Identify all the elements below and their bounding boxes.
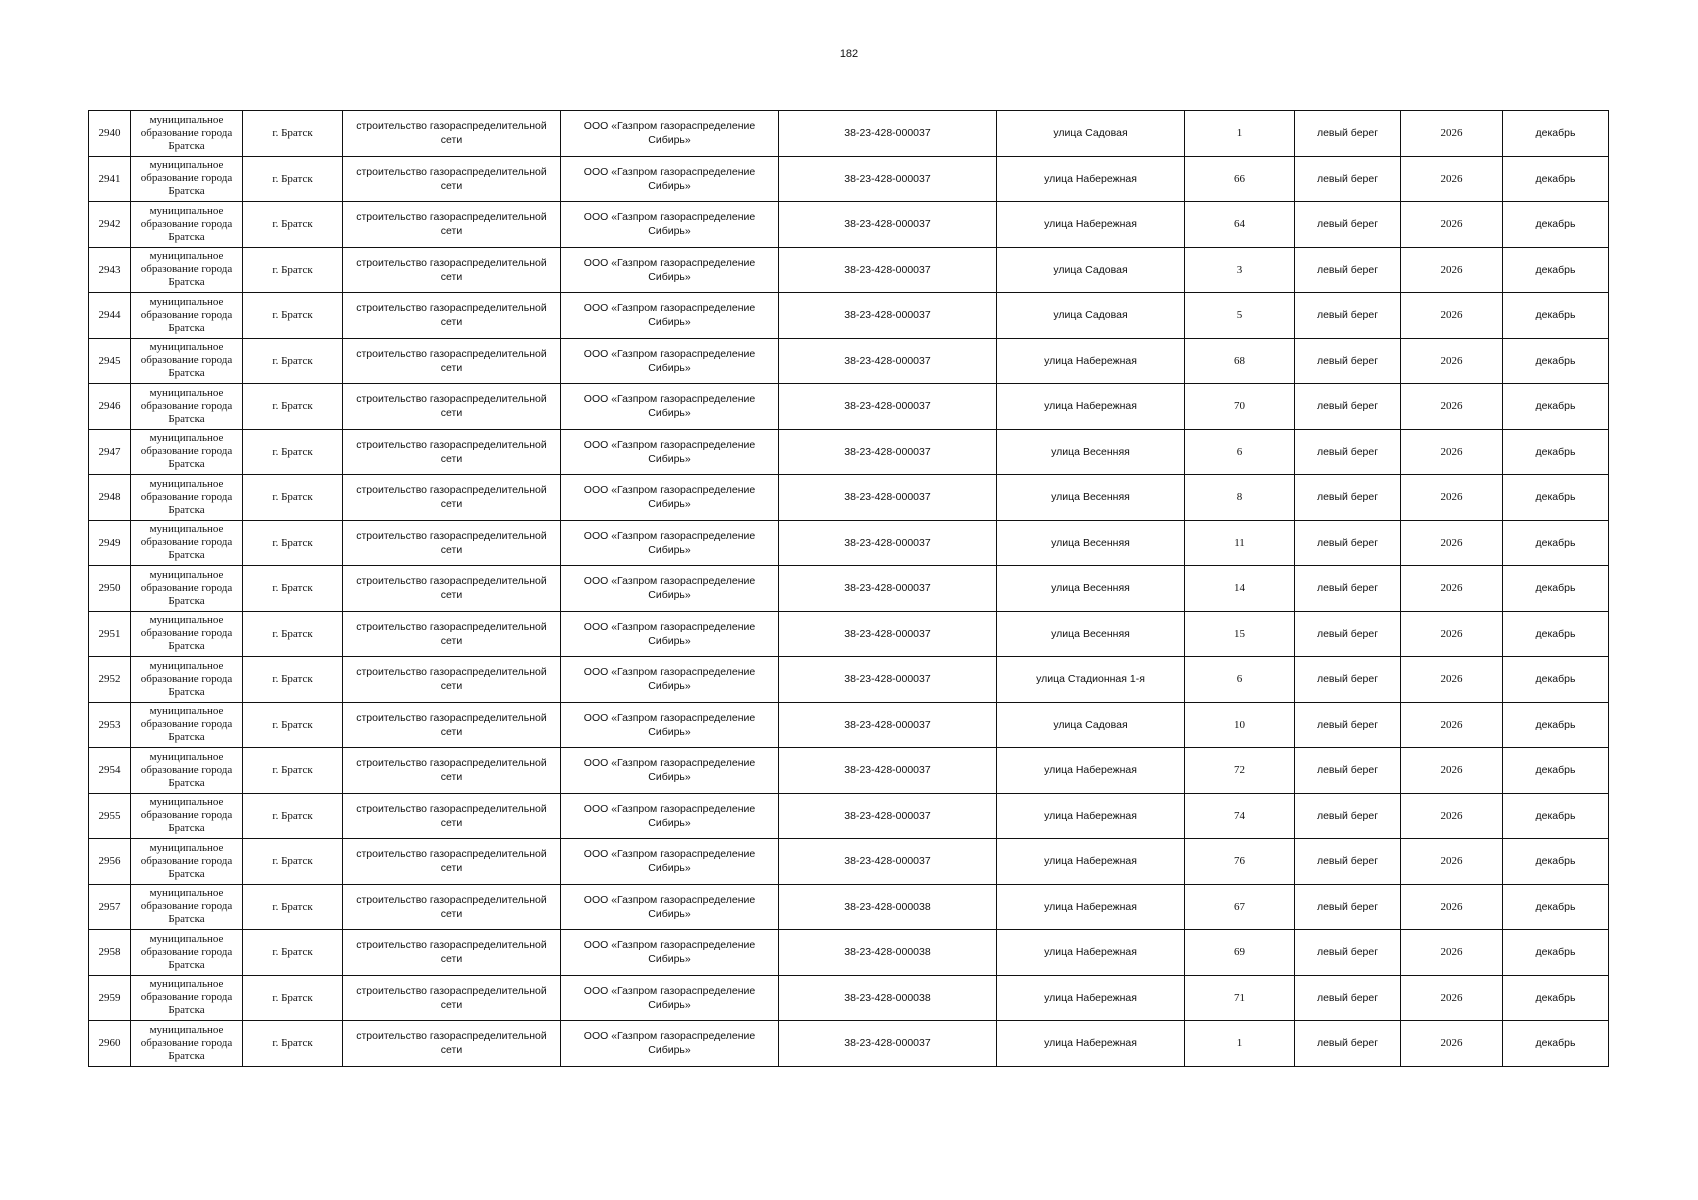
month-cell: декабрь — [1503, 202, 1609, 248]
street-cell: улица Садовая — [997, 247, 1185, 293]
year-cell: 2026 — [1401, 975, 1503, 1021]
city-cell: г. Братск — [243, 793, 343, 839]
year-cell: 2026 — [1401, 702, 1503, 748]
street-cell: улица Набережная — [997, 748, 1185, 794]
city-cell: г. Братск — [243, 338, 343, 384]
month-cell: декабрь — [1503, 793, 1609, 839]
row-number-cell: 2954 — [89, 748, 131, 794]
work-type-cell: строительство газораспределительной сети — [343, 975, 561, 1021]
month-cell: декабрь — [1503, 748, 1609, 794]
table-row — [89, 702, 1609, 748]
organization-cell: ООО «Газпром газораспределение Сибирь» — [561, 702, 779, 748]
work-type-cell: строительство газораспределительной сети — [343, 429, 561, 475]
river-bank-cell: левый берег — [1295, 429, 1401, 475]
table-row — [89, 839, 1609, 885]
month-cell: декабрь — [1503, 1021, 1609, 1067]
municipality-cell: муниципальное образование города Братска — [131, 293, 243, 339]
house-number-cell: 76 — [1185, 839, 1295, 885]
object-code-cell: 38-23-428-000038 — [779, 884, 997, 930]
table-row — [89, 611, 1609, 657]
street-cell: улица Весенняя — [997, 475, 1185, 521]
river-bank-cell: левый берег — [1295, 839, 1401, 885]
year-cell: 2026 — [1401, 839, 1503, 885]
year-cell: 2026 — [1401, 156, 1503, 202]
house-number-cell: 66 — [1185, 156, 1295, 202]
house-number-cell: 1 — [1185, 1021, 1295, 1067]
object-code-cell: 38-23-428-000038 — [779, 975, 997, 1021]
month-cell: декабрь — [1503, 338, 1609, 384]
organization-cell: ООО «Газпром газораспределение Сибирь» — [561, 247, 779, 293]
municipality-cell: муниципальное образование города Братска — [131, 884, 243, 930]
work-type-cell: строительство газораспределительной сети — [343, 384, 561, 430]
municipality-cell: муниципальное образование города Братска — [131, 748, 243, 794]
row-number-cell: 2958 — [89, 930, 131, 976]
river-bank-cell: левый берег — [1295, 202, 1401, 248]
river-bank-cell: левый берег — [1295, 384, 1401, 430]
year-cell: 2026 — [1401, 566, 1503, 612]
object-code-cell: 38-23-428-000037 — [779, 611, 997, 657]
house-number-cell: 11 — [1185, 520, 1295, 566]
city-cell: г. Братск — [243, 839, 343, 885]
month-cell: декабрь — [1503, 111, 1609, 157]
row-number-cell: 2940 — [89, 111, 131, 157]
house-number-cell: 71 — [1185, 975, 1295, 1021]
street-cell: улица Весенняя — [997, 429, 1185, 475]
table-row — [89, 975, 1609, 1021]
municipality-cell: муниципальное образование города Братска — [131, 839, 243, 885]
house-number-cell: 70 — [1185, 384, 1295, 430]
municipality-cell: муниципальное образование города Братска — [131, 611, 243, 657]
row-number-cell: 2943 — [89, 247, 131, 293]
year-cell: 2026 — [1401, 202, 1503, 248]
row-number-cell: 2950 — [89, 566, 131, 612]
work-type-cell: строительство газораспределительной сети — [343, 520, 561, 566]
table-row — [89, 338, 1609, 384]
work-type-cell: строительство газораспределительной сети — [343, 748, 561, 794]
object-code-cell: 38-23-428-000037 — [779, 793, 997, 839]
month-cell: декабрь — [1503, 975, 1609, 1021]
month-cell: декабрь — [1503, 611, 1609, 657]
street-cell: улица Садовая — [997, 702, 1185, 748]
year-cell: 2026 — [1401, 293, 1503, 339]
table-row — [89, 384, 1609, 430]
organization-cell: ООО «Газпром газораспределение Сибирь» — [561, 566, 779, 612]
month-cell: декабрь — [1503, 884, 1609, 930]
house-number-cell: 3 — [1185, 247, 1295, 293]
river-bank-cell: левый берег — [1295, 293, 1401, 339]
row-number-cell: 2947 — [89, 429, 131, 475]
municipality-cell: муниципальное образование города Братска — [131, 475, 243, 521]
street-cell: улица Набережная — [997, 793, 1185, 839]
house-number-cell: 6 — [1185, 429, 1295, 475]
river-bank-cell: левый берег — [1295, 247, 1401, 293]
year-cell: 2026 — [1401, 520, 1503, 566]
row-number-cell: 2952 — [89, 657, 131, 703]
object-code-cell: 38-23-428-000037 — [779, 566, 997, 612]
table-row — [89, 566, 1609, 612]
organization-cell: ООО «Газпром газораспределение Сибирь» — [561, 975, 779, 1021]
river-bank-cell: левый берег — [1295, 748, 1401, 794]
table-row — [89, 520, 1609, 566]
city-cell: г. Братск — [243, 293, 343, 339]
river-bank-cell: левый берег — [1295, 566, 1401, 612]
table-row — [89, 748, 1609, 794]
house-number-cell: 67 — [1185, 884, 1295, 930]
municipality-cell: муниципальное образование города Братска — [131, 793, 243, 839]
street-cell: улица Набережная — [997, 156, 1185, 202]
month-cell: декабрь — [1503, 930, 1609, 976]
city-cell: г. Братск — [243, 884, 343, 930]
street-cell: улица Садовая — [997, 111, 1185, 157]
year-cell: 2026 — [1401, 384, 1503, 430]
month-cell: декабрь — [1503, 566, 1609, 612]
row-number-cell: 2948 — [89, 475, 131, 521]
city-cell: г. Братск — [243, 520, 343, 566]
organization-cell: ООО «Газпром газораспределение Сибирь» — [561, 429, 779, 475]
house-number-cell: 5 — [1185, 293, 1295, 339]
house-number-cell: 10 — [1185, 702, 1295, 748]
table-row — [89, 884, 1609, 930]
municipality-cell: муниципальное образование города Братска — [131, 429, 243, 475]
row-number-cell: 2955 — [89, 793, 131, 839]
month-cell: декабрь — [1503, 702, 1609, 748]
street-cell: улица Садовая — [997, 293, 1185, 339]
street-cell: улица Набережная — [997, 839, 1185, 885]
river-bank-cell: левый берег — [1295, 475, 1401, 521]
city-cell: г. Братск — [243, 1021, 343, 1067]
month-cell: декабрь — [1503, 839, 1609, 885]
city-cell: г. Братск — [243, 748, 343, 794]
street-cell: улица Набережная — [997, 884, 1185, 930]
object-code-cell: 38-23-428-000037 — [779, 111, 997, 157]
organization-cell: ООО «Газпром газораспределение Сибирь» — [561, 475, 779, 521]
gas-network-registry-table — [88, 110, 1609, 1067]
work-type-cell: строительство газораспределительной сети — [343, 930, 561, 976]
city-cell: г. Братск — [243, 429, 343, 475]
municipality-cell: муниципальное образование города Братска — [131, 156, 243, 202]
organization-cell: ООО «Газпром газораспределение Сибирь» — [561, 384, 779, 430]
organization-cell: ООО «Газпром газораспределение Сибирь» — [561, 111, 779, 157]
street-cell: улица Набережная — [997, 338, 1185, 384]
work-type-cell: строительство газораспределительной сети — [343, 566, 561, 612]
house-number-cell: 14 — [1185, 566, 1295, 612]
row-number-cell: 2942 — [89, 202, 131, 248]
city-cell: г. Братск — [243, 975, 343, 1021]
row-number-cell: 2941 — [89, 156, 131, 202]
year-cell: 2026 — [1401, 884, 1503, 930]
month-cell: декабрь — [1503, 293, 1609, 339]
year-cell: 2026 — [1401, 611, 1503, 657]
row-number-cell: 2953 — [89, 702, 131, 748]
work-type-cell: строительство газораспределительной сети — [343, 293, 561, 339]
table-row — [89, 475, 1609, 521]
organization-cell: ООО «Газпром газораспределение Сибирь» — [561, 338, 779, 384]
row-number-cell: 2956 — [89, 839, 131, 885]
municipality-cell: муниципальное образование города Братска — [131, 702, 243, 748]
municipality-cell: муниципальное образование города Братска — [131, 247, 243, 293]
row-number-cell: 2960 — [89, 1021, 131, 1067]
river-bank-cell: левый берег — [1295, 1021, 1401, 1067]
river-bank-cell: левый берег — [1295, 611, 1401, 657]
city-cell: г. Братск — [243, 702, 343, 748]
object-code-cell: 38-23-428-000037 — [779, 156, 997, 202]
work-type-cell: строительство газораспределительной сети — [343, 839, 561, 885]
street-cell: улица Стадионная 1-я — [997, 657, 1185, 703]
municipality-cell: муниципальное образование города Братска — [131, 1021, 243, 1067]
house-number-cell: 72 — [1185, 748, 1295, 794]
house-number-cell: 74 — [1185, 793, 1295, 839]
object-code-cell: 38-23-428-000037 — [779, 475, 997, 521]
month-cell: декабрь — [1503, 429, 1609, 475]
object-code-cell: 38-23-428-000037 — [779, 338, 997, 384]
table-row — [89, 657, 1609, 703]
object-code-cell: 38-23-428-000037 — [779, 657, 997, 703]
work-type-cell: строительство газораспределительной сети — [343, 1021, 561, 1067]
table-row — [89, 247, 1609, 293]
city-cell: г. Братск — [243, 156, 343, 202]
house-number-cell: 1 — [1185, 111, 1295, 157]
street-cell: улица Весенняя — [997, 566, 1185, 612]
month-cell: декабрь — [1503, 384, 1609, 430]
work-type-cell: строительство газораспределительной сети — [343, 338, 561, 384]
registry-table-body — [89, 111, 1609, 1067]
year-cell: 2026 — [1401, 748, 1503, 794]
object-code-cell: 38-23-428-000037 — [779, 202, 997, 248]
year-cell: 2026 — [1401, 247, 1503, 293]
table-row — [89, 793, 1609, 839]
table-row — [89, 429, 1609, 475]
river-bank-cell: левый берег — [1295, 930, 1401, 976]
municipality-cell: муниципальное образование города Братска — [131, 384, 243, 430]
municipality-cell: муниципальное образование города Братска — [131, 202, 243, 248]
table-row — [89, 293, 1609, 339]
organization-cell: ООО «Газпром газораспределение Сибирь» — [561, 930, 779, 976]
work-type-cell: строительство газораспределительной сети — [343, 793, 561, 839]
house-number-cell: 68 — [1185, 338, 1295, 384]
municipality-cell: муниципальное образование города Братска — [131, 520, 243, 566]
organization-cell: ООО «Газпром газораспределение Сибирь» — [561, 793, 779, 839]
month-cell: декабрь — [1503, 156, 1609, 202]
work-type-cell: строительство газораспределительной сети — [343, 202, 561, 248]
object-code-cell: 38-23-428-000037 — [779, 429, 997, 475]
object-code-cell: 38-23-428-000038 — [779, 930, 997, 976]
city-cell: г. Братск — [243, 566, 343, 612]
year-cell: 2026 — [1401, 657, 1503, 703]
year-cell: 2026 — [1401, 338, 1503, 384]
object-code-cell: 38-23-428-000037 — [779, 702, 997, 748]
work-type-cell: строительство газораспределительной сети — [343, 111, 561, 157]
municipality-cell: муниципальное образование города Братска — [131, 930, 243, 976]
row-number-cell: 2945 — [89, 338, 131, 384]
row-number-cell: 2946 — [89, 384, 131, 430]
organization-cell: ООО «Газпром газораспределение Сибирь» — [561, 884, 779, 930]
page-number: 182 — [839, 48, 859, 60]
organization-cell: ООО «Газпром газораспределение Сибирь» — [561, 748, 779, 794]
row-number-cell: 2957 — [89, 884, 131, 930]
river-bank-cell: левый берег — [1295, 657, 1401, 703]
work-type-cell: строительство газораспределительной сети — [343, 657, 561, 703]
month-cell: декабрь — [1503, 520, 1609, 566]
municipality-cell: муниципальное образование города Братска — [131, 566, 243, 612]
river-bank-cell: левый берег — [1295, 975, 1401, 1021]
object-code-cell: 38-23-428-000037 — [779, 839, 997, 885]
city-cell: г. Братск — [243, 475, 343, 521]
row-number-cell: 2959 — [89, 975, 131, 1021]
work-type-cell: строительство газораспределительной сети — [343, 884, 561, 930]
work-type-cell: строительство газораспределительной сети — [343, 156, 561, 202]
organization-cell: ООО «Газпром газораспределение Сибирь» — [561, 202, 779, 248]
street-cell: улица Весенняя — [997, 611, 1185, 657]
object-code-cell: 38-23-428-000037 — [779, 247, 997, 293]
municipality-cell: муниципальное образование города Братска — [131, 975, 243, 1021]
street-cell: улица Набережная — [997, 384, 1185, 430]
river-bank-cell: левый берег — [1295, 884, 1401, 930]
row-number-cell: 2949 — [89, 520, 131, 566]
river-bank-cell: левый берег — [1295, 793, 1401, 839]
work-type-cell: строительство газораспределительной сети — [343, 247, 561, 293]
object-code-cell: 38-23-428-000037 — [779, 520, 997, 566]
municipality-cell: муниципальное образование города Братска — [131, 657, 243, 703]
city-cell: г. Братск — [243, 930, 343, 976]
city-cell: г. Братск — [243, 202, 343, 248]
organization-cell: ООО «Газпром газораспределение Сибирь» — [561, 293, 779, 339]
table-row — [89, 202, 1609, 248]
river-bank-cell: левый берег — [1295, 338, 1401, 384]
organization-cell: ООО «Газпром газораспределение Сибирь» — [561, 839, 779, 885]
river-bank-cell: левый берег — [1295, 520, 1401, 566]
object-code-cell: 38-23-428-000037 — [779, 1021, 997, 1067]
organization-cell: ООО «Газпром газораспределение Сибирь» — [561, 1021, 779, 1067]
organization-cell: ООО «Газпром газораспределение Сибирь» — [561, 156, 779, 202]
municipality-cell: муниципальное образование города Братска — [131, 338, 243, 384]
month-cell: декабрь — [1503, 247, 1609, 293]
house-number-cell: 8 — [1185, 475, 1295, 521]
city-cell: г. Братск — [243, 384, 343, 430]
table-row — [89, 930, 1609, 976]
organization-cell: ООО «Газпром газораспределение Сибирь» — [561, 611, 779, 657]
year-cell: 2026 — [1401, 793, 1503, 839]
house-number-cell: 15 — [1185, 611, 1295, 657]
house-number-cell: 69 — [1185, 930, 1295, 976]
row-number-cell: 2944 — [89, 293, 131, 339]
year-cell: 2026 — [1401, 475, 1503, 521]
organization-cell: ООО «Газпром газораспределение Сибирь» — [561, 657, 779, 703]
year-cell: 2026 — [1401, 111, 1503, 157]
object-code-cell: 38-23-428-000037 — [779, 293, 997, 339]
month-cell: декабрь — [1503, 657, 1609, 703]
year-cell: 2026 — [1401, 930, 1503, 976]
house-number-cell: 64 — [1185, 202, 1295, 248]
river-bank-cell: левый берег — [1295, 702, 1401, 748]
house-number-cell: 6 — [1185, 657, 1295, 703]
year-cell: 2026 — [1401, 1021, 1503, 1067]
object-code-cell: 38-23-428-000037 — [779, 748, 997, 794]
city-cell: г. Братск — [243, 111, 343, 157]
month-cell: декабрь — [1503, 475, 1609, 521]
work-type-cell: строительство газораспределительной сети — [343, 475, 561, 521]
river-bank-cell: левый берег — [1295, 111, 1401, 157]
work-type-cell: строительство газораспределительной сети — [343, 611, 561, 657]
organization-cell: ООО «Газпром газораспределение Сибирь» — [561, 520, 779, 566]
municipality-cell: муниципальное образование города Братска — [131, 111, 243, 157]
city-cell: г. Братск — [243, 657, 343, 703]
street-cell: улица Набережная — [997, 1021, 1185, 1067]
city-cell: г. Братск — [243, 247, 343, 293]
street-cell: улица Набережная — [997, 975, 1185, 1021]
table-row — [89, 111, 1609, 157]
city-cell: г. Братск — [243, 611, 343, 657]
row-number-cell: 2951 — [89, 611, 131, 657]
table-row — [89, 156, 1609, 202]
street-cell: улица Набережная — [997, 202, 1185, 248]
object-code-cell: 38-23-428-000037 — [779, 384, 997, 430]
work-type-cell: строительство газораспределительной сети — [343, 702, 561, 748]
table-row — [89, 1021, 1609, 1067]
street-cell: улица Весенняя — [997, 520, 1185, 566]
river-bank-cell: левый берег — [1295, 156, 1401, 202]
year-cell: 2026 — [1401, 429, 1503, 475]
street-cell: улица Набережная — [997, 930, 1185, 976]
